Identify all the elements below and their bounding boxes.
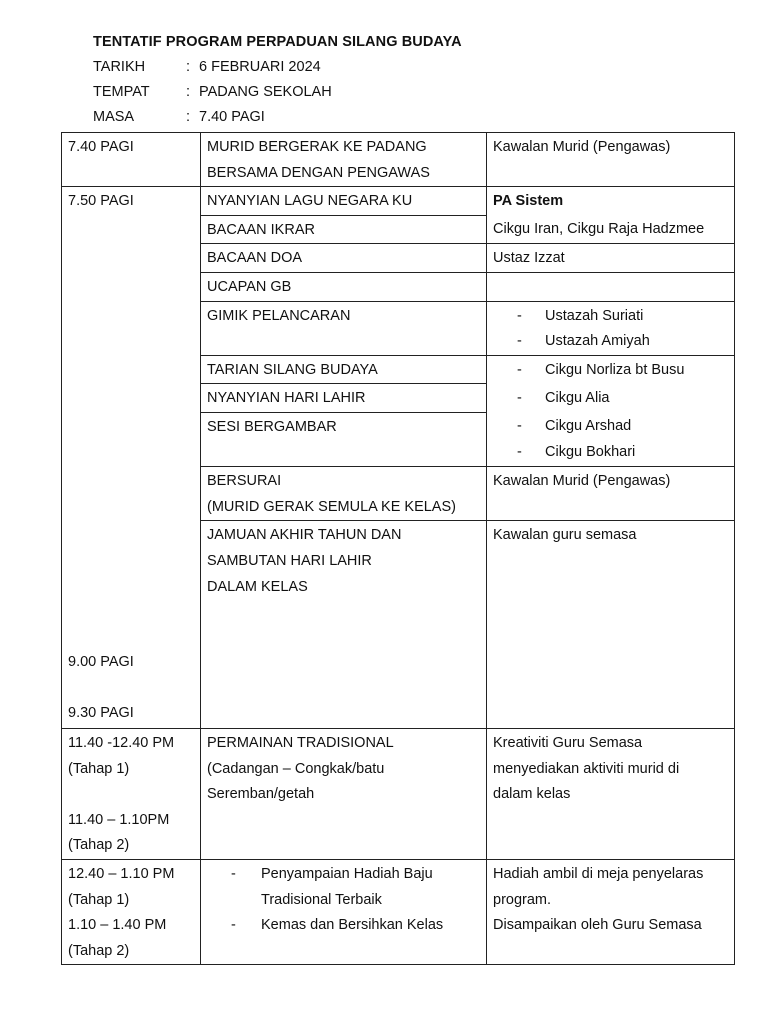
table-row bbox=[62, 729, 735, 860]
person-text: Kawalan Murid (Pengawas) bbox=[493, 139, 671, 155]
activity-text: (MURID GERAK SEMULA KE KELAS) bbox=[207, 498, 456, 515]
activity-cell bbox=[201, 467, 487, 521]
activity-cell bbox=[201, 412, 487, 466]
meta-time-separator: : bbox=[186, 109, 191, 125]
dash-marker: - bbox=[517, 361, 522, 378]
person-text: program. bbox=[493, 891, 552, 908]
person-text: Ustazah Amiyah bbox=[545, 333, 650, 350]
person-text: Ustaz Izzat bbox=[493, 250, 565, 267]
activity-text: BACAAN DOA bbox=[207, 250, 303, 267]
time-cell bbox=[62, 729, 201, 860]
activity-text: (Cadangan – Congkak/batu bbox=[207, 760, 385, 777]
activity-cell bbox=[201, 729, 487, 860]
person-text bbox=[493, 275, 728, 301]
person-text: Cikgu Arshad bbox=[545, 418, 632, 435]
time-text: 12.40 – 1.10 PM bbox=[68, 866, 175, 883]
list-item bbox=[207, 862, 480, 888]
list-item bbox=[493, 386, 728, 412]
meta-date-label: TARIKH bbox=[93, 59, 146, 75]
time-text: (Tahap 1) bbox=[68, 891, 130, 908]
document-title: TENTATIF PROGRAM PERPADUAN SILANG BUDAYA bbox=[93, 34, 462, 50]
activity-cell bbox=[201, 133, 487, 187]
person-text: Cikgu Bokhari bbox=[545, 444, 636, 461]
activity-text: Penyampaian Hadiah Baju bbox=[261, 866, 433, 883]
activity-text: Seremban/getah bbox=[207, 786, 315, 803]
table-row bbox=[62, 860, 735, 965]
person-cell bbox=[487, 272, 735, 301]
time-text: (Tahap 1) bbox=[68, 760, 130, 777]
activity-text: DALAM KELAS bbox=[207, 578, 308, 595]
time-text: 11.40 -12.40 PM bbox=[68, 735, 175, 752]
activity-cell bbox=[201, 521, 487, 729]
time-text: 7.50 PAGI bbox=[68, 193, 134, 210]
person-text: Ustazah Suriati bbox=[545, 307, 644, 324]
list-item bbox=[493, 440, 728, 466]
person-text: Kreativiti Guru Semasa bbox=[493, 735, 643, 752]
activity-cell bbox=[201, 272, 487, 301]
meta-time-value: 7.40 PAGI bbox=[199, 109, 265, 125]
meta-time-label: MASA bbox=[93, 109, 135, 125]
list-item bbox=[207, 913, 480, 939]
person-cell bbox=[487, 244, 735, 273]
person-text: Cikgu Iran, Cikgu Raja Hadzmee bbox=[493, 221, 705, 238]
time-cell bbox=[62, 133, 201, 187]
dash-marker: - bbox=[231, 917, 236, 934]
person-text: PA Sistem bbox=[493, 193, 564, 210]
person-cell bbox=[487, 467, 735, 521]
person-cell bbox=[487, 729, 735, 860]
list-item bbox=[493, 414, 728, 440]
person-cell bbox=[487, 301, 735, 355]
activity-cell bbox=[201, 301, 487, 355]
person-text: Kawalan guru semasa bbox=[493, 527, 637, 544]
time-cell bbox=[62, 187, 201, 729]
person-cell bbox=[487, 133, 735, 187]
person-cell bbox=[487, 215, 735, 244]
activity-text: Kemas dan Bersihkan Kelas bbox=[261, 917, 444, 934]
dash-marker: - bbox=[231, 866, 236, 883]
meta-date-separator: : bbox=[186, 59, 191, 75]
activity-text: BERSURAI bbox=[207, 473, 282, 490]
activity-text: TARIAN SILANG BUDAYA bbox=[207, 361, 378, 378]
list-item bbox=[493, 304, 728, 330]
person-cell bbox=[487, 521, 735, 729]
list-item bbox=[493, 358, 728, 384]
dash-marker: - bbox=[517, 389, 522, 406]
meta-venue-separator: : bbox=[186, 84, 191, 100]
activity-text: Tradisional Terbaik bbox=[261, 891, 382, 908]
meta-venue-label: TEMPAT bbox=[93, 84, 150, 100]
activity-text: NYANYIAN LAGU NEGARA KU bbox=[207, 193, 413, 210]
time-text: 1.10 – 1.40 PM bbox=[68, 917, 167, 934]
activity-cell bbox=[201, 187, 487, 216]
table-row bbox=[62, 133, 735, 187]
time-text: (Tahap 2) bbox=[68, 942, 130, 959]
person-text: Disampaikan oleh Guru Semasa bbox=[493, 917, 702, 934]
meta-venue-value: PADANG SEKOLAH bbox=[199, 84, 332, 100]
person-text: Cikgu Alia bbox=[545, 389, 610, 406]
person-cell bbox=[487, 384, 735, 413]
activity-cell bbox=[201, 384, 487, 413]
table-row bbox=[62, 187, 735, 216]
activity-text: UCAPAN GB bbox=[207, 278, 292, 295]
time-cell bbox=[62, 860, 201, 965]
time-text: 9.00 PAGI bbox=[68, 653, 134, 670]
person-text: Cikgu Norliza bt Busu bbox=[545, 361, 685, 378]
activity-text: BERSAMA DENGAN PENGAWAS bbox=[207, 164, 430, 181]
activity-text: PERMAINAN TRADISIONAL bbox=[207, 735, 394, 752]
meta-date-value: 6 FEBRUARI 2024 bbox=[199, 59, 321, 75]
dash-marker: - bbox=[517, 444, 522, 461]
activity-text: MURID BERGERAK KE PADANG bbox=[207, 139, 427, 155]
dash-marker: - bbox=[517, 333, 522, 350]
activity-text: JAMUAN AKHIR TAHUN DAN bbox=[207, 527, 402, 544]
person-cell bbox=[487, 355, 735, 384]
time-text: 9.30 PAGI bbox=[68, 705, 134, 722]
activity-text: SAMBUTAN HARI LAHIR bbox=[207, 552, 372, 569]
time-text: 11.40 – 1.10PM bbox=[68, 811, 170, 828]
activity-text: NYANYIAN HARI LAHIR bbox=[207, 390, 366, 407]
person-cell bbox=[487, 860, 735, 965]
activity-text: BACAAN IKRAR bbox=[207, 221, 315, 238]
activity-cell bbox=[201, 860, 487, 965]
person-text: Kawalan Murid (Pengawas) bbox=[493, 473, 671, 490]
activity-cell bbox=[201, 215, 487, 244]
activity-cell bbox=[201, 244, 487, 273]
activity-text: SESI BERGAMBAR bbox=[207, 418, 337, 435]
person-text: menyediakan aktiviti murid di bbox=[493, 760, 680, 777]
schedule-table bbox=[61, 132, 735, 965]
dash-marker: - bbox=[517, 418, 522, 435]
person-text: Hadiah ambil di meja penyelaras bbox=[493, 866, 704, 883]
list-item bbox=[493, 329, 728, 355]
person-text: dalam kelas bbox=[493, 786, 571, 803]
activity-cell bbox=[201, 355, 487, 384]
person-cell bbox=[487, 412, 735, 466]
person-cell bbox=[487, 187, 735, 216]
time-text: 7.40 PAGI bbox=[68, 139, 134, 155]
dash-marker: - bbox=[517, 307, 522, 324]
activity-text: GIMIK PELANCARAN bbox=[207, 307, 351, 324]
time-text: (Tahap 2) bbox=[68, 837, 130, 854]
